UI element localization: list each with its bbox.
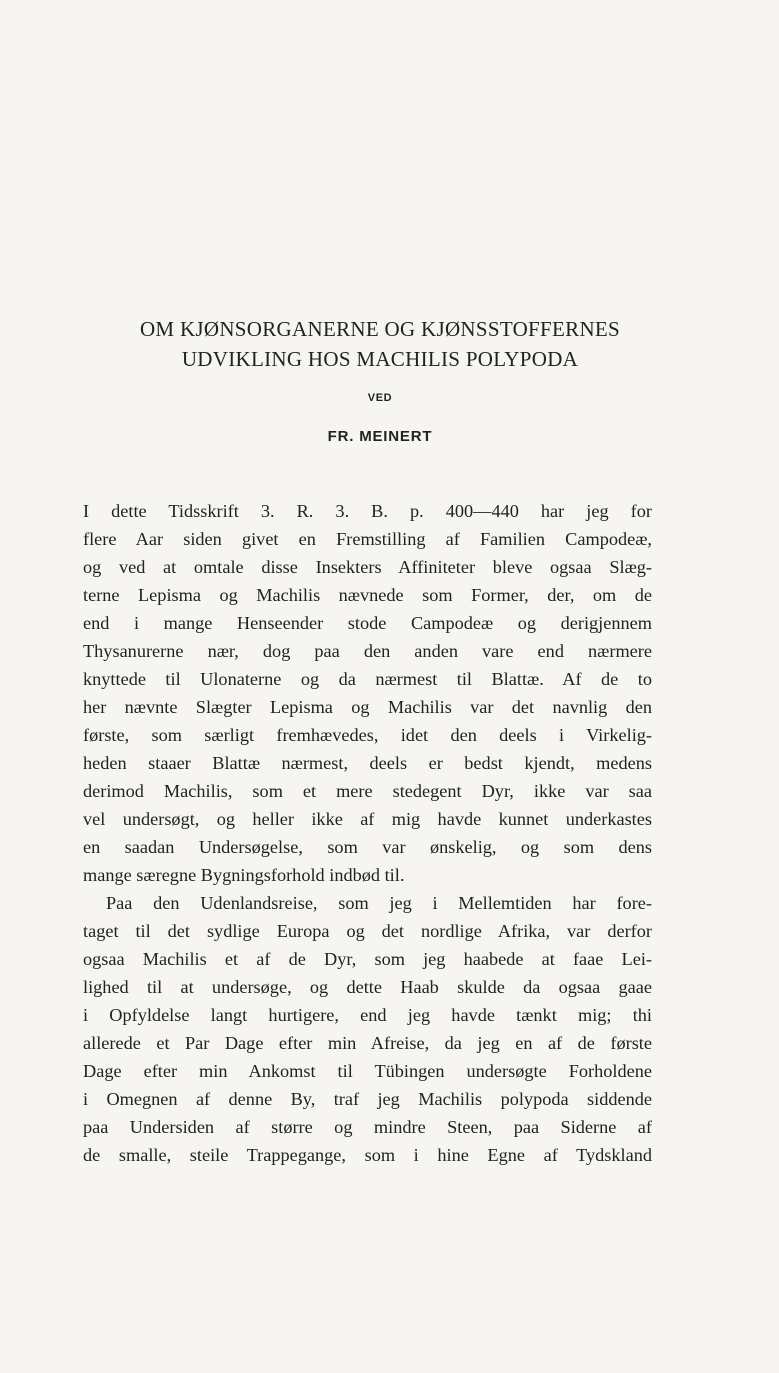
body-line: allerede et Par Dage efter min Afreise, da jeg en af de første xyxy=(83,1033,652,1053)
body-line: en saadan Undersøgelse, som var ønskelig, og som dens xyxy=(83,837,652,857)
body-line: Paa den Udenlandsreise, som jeg i Mellemtiden har fore- xyxy=(106,893,652,913)
title-line-2: UDVIKLING HOS MACHILIS POLYPODA xyxy=(181,347,579,371)
body-line: ogsaa Machilis et af de Dyr, som jeg haabede at faae Lei- xyxy=(83,949,652,969)
body-line: end i mange Henseender stode Campodeæ og derigjennem xyxy=(83,613,652,633)
body-line: de smalle, steile Trappegange, som i hine Egne af Tydskland xyxy=(83,1145,652,1165)
body-line: og ved at omtale disse Insekters Affiniteter bleve ogsaa Slæg- xyxy=(83,557,652,577)
body-line: derimod Machilis, som et mere stedegent Dyr, ikke var saa xyxy=(83,781,652,801)
body-line: flere Aar siden givet en Fremstilling af Familien Campodeæ, xyxy=(83,529,652,549)
body-line: knyttede til Ulonaterne og da nærmest til Blattæ. Af de to xyxy=(83,669,652,689)
body-line: vel undersøgt, og heller ikke af mig havde kunnet underkastes xyxy=(83,809,652,829)
body-line: første, som særligt fremhævedes, idet den deels i Virkelig- xyxy=(83,725,652,745)
body-line: lighed til at undersøge, og dette Haab skulde da ogsaa gaae xyxy=(83,977,652,997)
body-line: Dage efter min Ankomst til Tübingen undersøgte Forholdene xyxy=(83,1061,652,1081)
body-line: taget til det sydlige Europa og det nordlige Afrika, var derfor xyxy=(83,921,652,941)
body-line: i Opfyldelse langt hurtigere, end jeg havde tænkt mig; thi xyxy=(83,1005,652,1025)
body-line: her nævnte Slægter Lepisma og Machilis var det navnlig den xyxy=(83,697,652,717)
author-name: FR. MEINERT xyxy=(327,428,433,445)
body-line: i Omegnen af denne By, traf jeg Machilis polypoda siddende xyxy=(83,1089,652,1109)
title-line-1: OM KJØNSORGANERNE OG KJØNSSTOFFERNES xyxy=(139,317,621,341)
body-line: I dette Tidsskrift 3. R. 3. B. p. 400—440 har jeg for xyxy=(83,501,652,521)
body-line: paa Undersiden af større og mindre Steen, paa Siderne af xyxy=(83,1117,652,1137)
ved-label: VED xyxy=(367,392,393,404)
body-line: Thysanurerne nær, dog paa den anden vare end nærmere xyxy=(83,641,652,661)
body-line: mange særegne Bygningsforhold indbød til. xyxy=(83,865,405,885)
body-line: heden staaer Blattæ nærmest, deels er bedst kjendt, medens xyxy=(83,753,652,773)
body-line: terne Lepisma og Machilis nævnede som Former, der, om de xyxy=(83,585,652,605)
